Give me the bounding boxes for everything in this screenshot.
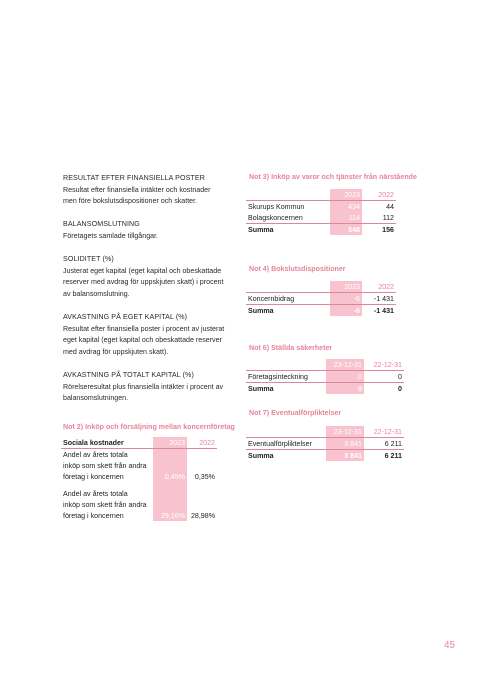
definition-text: Resultat efter finansiella poster i procent av justerat [63,324,225,333]
table-cell: 0,35% [194,472,215,481]
table-cell: 3 841 [326,450,364,462]
table-cell: Skurups Kommun [248,202,305,211]
table-cell: 44 [386,202,394,211]
table-cell: 0 [326,383,364,395]
table-cell: inköp som skett från andra [63,500,147,509]
definition-text: reserver med avdrag för uppskjuten skatt) i procent [63,278,224,287]
table-header: 2023 [330,189,362,201]
table-cell: 6 211 [364,438,404,450]
definition-text: med avdrag för uppskjuten skatt). [63,347,169,356]
table-cell: -6 [330,293,362,305]
not2-table [61,437,217,521]
table-cell: 0 [364,371,404,383]
definition-title: RESULTAT EFTER FINANSIELLA POSTER [63,174,205,182]
definition-text: balansomslutningen. [63,394,129,403]
table-cell: företag i koncernen [63,511,124,520]
table-cell: 114 [330,212,362,224]
table-cell: Summa [248,306,274,315]
not4-heading: Not 4) Bokslutsdispositioner [249,265,346,273]
table-cell: 434 [330,201,362,213]
table-cell: -6 [330,305,362,317]
table-cell: Andel av årets totala [63,489,128,498]
table-cell: 28,98% [190,511,215,520]
table-cell: 6 211 [384,451,402,460]
table-header: 23-12-31 [326,359,364,371]
table-cell: 0,45% [153,471,187,482]
definitions-block [63,173,243,405]
not6-table [246,359,404,394]
definition-text: eget kapital (eget kapital och obeskattade reserver [63,336,222,345]
not3-heading: Not 3) Inköp av varor och tjänster från närstående [249,173,417,181]
table-cell: Eventualförpliktelser [246,438,326,450]
table-cell: Summa [248,225,274,234]
not7-table [246,426,404,461]
not7-heading: Not 7) Eventualförpliktelser [249,409,342,417]
page-number: 45 [444,640,456,651]
table-cell: Andel av årets totala [63,450,128,459]
not4-table [246,281,396,316]
table-header: 23-12-31 [326,426,364,438]
definition-text: av balansomslutning. [63,289,130,298]
table-cell: Koncernbidrag [246,293,330,305]
table-header: 2023 [153,437,187,449]
definition-text: Rörelseresultat plus finansiella intäkter i procent av [63,382,224,391]
table-cell: -1 431 [362,293,396,305]
definition-text: Justerat eget kapital (eget kapital och obeskattade [63,266,222,275]
table-header: 22-12-31 [364,426,404,438]
table-cell: Summa [248,384,274,393]
table-cell: 3 841 [326,438,364,450]
table-header: 2023 [330,281,362,293]
table-header: 22-12-31 [364,359,404,371]
table-header: 2022 [362,189,396,201]
table-cell: 0 [326,371,364,383]
table-header: 2022 [362,281,396,293]
not6-heading: Not 6) Ställda säkerheter [249,344,333,352]
not3-table [246,189,396,235]
table-cell: -1 431 [373,306,394,315]
not2-heading: Not 2) Inköp och försäljning mellan koncernföretag [63,423,235,431]
table-cell: 156 [382,225,394,234]
definition-title: BALANSOMSLUTNING [63,220,140,229]
definition-text: Företagets samlade tillgångar. [63,231,159,240]
table-cell: 29,16% [153,510,187,521]
table-cell: 0 [398,384,402,393]
table-cell: 112 [362,212,396,224]
table-cell: 548 [330,224,362,236]
table-cell: Bolagskoncernen [246,212,330,224]
table-cell: Företagsinteckning [246,371,326,383]
table-header: 2022 [187,437,217,449]
table-cell: inköp som skett från andra [63,461,147,470]
table-cell: Summa [248,451,274,460]
table-header: Sociala kostnader [61,437,153,449]
definition-title: SOLIDITET (%) [63,255,114,264]
definition-title: AVKASTNING PÅ TOTALT KAPITAL (%) [63,371,194,380]
definition-text: Resultat efter finansiella intäkter och kostnader [63,185,211,194]
definition-title: AVKASTNING PÅ EGET KAPITAL (%) [63,313,188,322]
table-cell: företag i koncernen [63,472,124,481]
definition-text: men före bokslutsdispositioner och skatter. [63,197,198,206]
